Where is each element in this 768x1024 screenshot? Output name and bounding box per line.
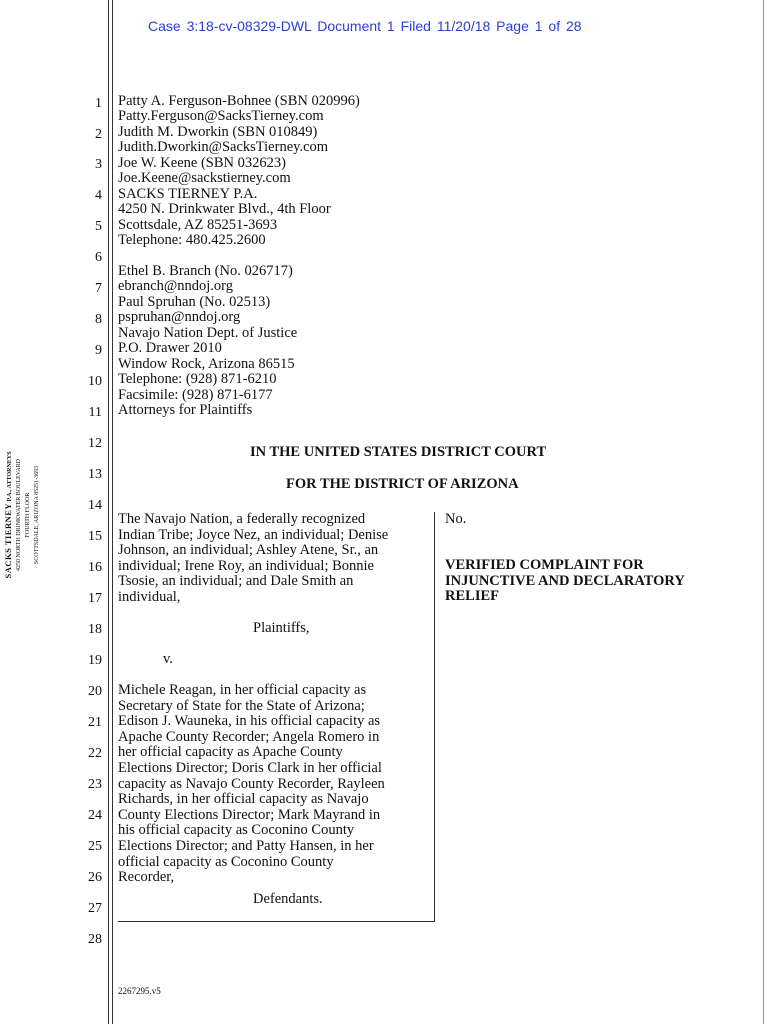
counsel-line: Ethel B. Branch (No. 026717) [118, 263, 293, 279]
margin-rule-inner [112, 0, 113, 1024]
plaintiffs-line: individual, [118, 589, 181, 605]
plaintiffs-line: Indian Tribe; Joyce Nez, an individual; Denise [118, 526, 389, 543]
counsel-line: SACKS TIERNEY P.A. [118, 186, 258, 202]
defendants-line: Elections Director; Doris Clark in her official [118, 760, 382, 776]
line-number: 1 [95, 96, 102, 111]
counsel-line: ebranch@nndoj.org [118, 278, 233, 294]
case-header: Case 3:18-cv-08329-DWL Document 1 Filed 11/20/18 Page 1 of 28 [148, 18, 582, 34]
defendants-line: Recorder, [118, 869, 175, 886]
counsel-line: Window Rock, Arizona 86515 [118, 356, 295, 372]
counsel-line: Joe W. Keene (SBN 032623) [118, 155, 286, 171]
line-number: 27 [88, 901, 102, 916]
defendants-line: Secretary of State for the State of Arizona; [118, 697, 365, 714]
line-number: 9 [95, 343, 102, 358]
caption-box-vertical [434, 512, 435, 922]
counsel-line: Scottsdale, AZ 85251-3693 [118, 217, 278, 233]
line-number: 17 [88, 591, 102, 606]
counsel-line: Telephone: 480.425.2600 [118, 232, 266, 248]
title-line: VERIFIED COMPLAINT FOR [445, 557, 644, 573]
line-number: 5 [95, 219, 102, 234]
line-number: 2 [95, 127, 102, 142]
sidebar-firm-suffix: P.A., ATTORNEYS [7, 451, 13, 502]
line-number: 25 [88, 839, 102, 854]
line-number: 16 [88, 560, 102, 575]
plaintiffs-line: The Navajo Nation, a federally recognized [118, 511, 366, 527]
counsel-line: P.O. Drawer 2010 [118, 340, 222, 356]
case-number-label: No. [445, 511, 467, 527]
line-number: 23 [88, 777, 102, 792]
versus: v. [163, 651, 173, 667]
line-number: 21 [88, 715, 102, 730]
counsel-line: Judith M. Dworkin (SBN 010849) [118, 124, 318, 140]
line-number: 14 [88, 498, 102, 513]
defendants-line: Apache County Recorder; Angela Romero in [118, 728, 380, 745]
defendants-line: his official capacity as Coconino County [118, 822, 355, 839]
counsel-line: Facsimile: (928) 871-6177 [118, 387, 273, 403]
defendants-line: Michele Reagan, in her official capacity as [118, 682, 367, 698]
firm-sidebar [4, 400, 84, 630]
sidebar-address-1: 4250 NORTH DRINKWATER BOULEVARD [16, 458, 22, 572]
line-number: 15 [88, 529, 102, 544]
plaintiffs-line: Tsosie, an individual; and Dale Smith an [118, 573, 354, 590]
counsel-line: pspruhan@nndoj.org [118, 309, 241, 325]
defendants-line: her official capacity as Apache County [118, 744, 343, 761]
line-number: 12 [88, 436, 102, 451]
line-number: 26 [88, 870, 102, 885]
counsel-line: Judith.Dworkin@SacksTierney.com [118, 139, 329, 155]
title-line: INJUNCTIVE AND DECLARATORY [445, 572, 685, 589]
line-number: 19 [88, 653, 102, 668]
counsel-line: Navajo Nation Dept. of Justice [118, 325, 298, 341]
margin-rule-right [763, 0, 764, 1024]
defendants-line: capacity as Navajo County Recorder, Rayleen [118, 775, 385, 792]
line-number: 22 [88, 746, 102, 761]
defendants-line: Elections Director; and Patty Hansen, in her [118, 838, 374, 854]
court-name-line1: IN THE UNITED STATES DISTRICT COURT [250, 444, 547, 460]
title-line: RELIEF [445, 588, 499, 605]
counsel-line: Attorneys for Plaintiffs [118, 402, 253, 418]
plaintiffs-label: Plaintiffs, [253, 620, 310, 636]
line-number: 10 [88, 374, 102, 389]
counsel-line: Patty.Ferguson@SacksTierney.com [118, 108, 324, 124]
line-number: 4 [95, 188, 102, 203]
doc-id-footer: 2267295.v5 [118, 986, 161, 996]
line-number: 24 [88, 808, 102, 823]
defendants-line: official capacity as Coconino County [118, 853, 334, 870]
line-number: 28 [88, 932, 102, 947]
defendants-line: County Elections Director; Mark Mayrand in [118, 806, 381, 823]
line-number: 18 [88, 622, 102, 637]
plaintiffs-line: individual; Irene Roy, an individual; Bonnie [118, 557, 374, 574]
defendants-line: Richards, in her official capacity as Navajo [118, 791, 369, 808]
line-number: 13 [88, 467, 102, 482]
defendants-line: Edison J. Wauneka, in his official capacity as [118, 713, 381, 730]
sidebar-address-2: FOURTH FLOOR [25, 492, 31, 538]
counsel-line: Joe.Keene@sackstierney.com [118, 170, 291, 186]
line-number: 8 [95, 312, 102, 327]
margin-rule-outer [108, 0, 109, 1024]
line-number: 6 [95, 250, 102, 265]
counsel-line: Telephone: (928) 871-6210 [118, 371, 277, 387]
line-number: 11 [88, 405, 102, 420]
plaintiffs-line: Johnson, an individual; Ashley Atene, Sr., an [118, 542, 379, 559]
sidebar-address-3: SCOTTSDALE, ARIZONA 85251-3693 [34, 465, 40, 565]
line-number: 7 [95, 281, 102, 296]
caption-box-bottom [118, 921, 435, 922]
defendants-label: Defendants. [253, 891, 323, 907]
line-number: 20 [88, 684, 102, 699]
court-name-line2: FOR THE DISTRICT OF ARIZONA [286, 476, 519, 492]
sidebar-firm: SACKS TIERNEY [3, 502, 13, 579]
counsel-line: Patty A. Ferguson-Bohnee (SBN 020996) [118, 93, 360, 109]
counsel-line: 4250 N. Drinkwater Blvd., 4th Floor [118, 201, 331, 217]
line-number: 3 [95, 157, 102, 172]
counsel-line: Paul Spruhan (No. 02513) [118, 294, 271, 310]
